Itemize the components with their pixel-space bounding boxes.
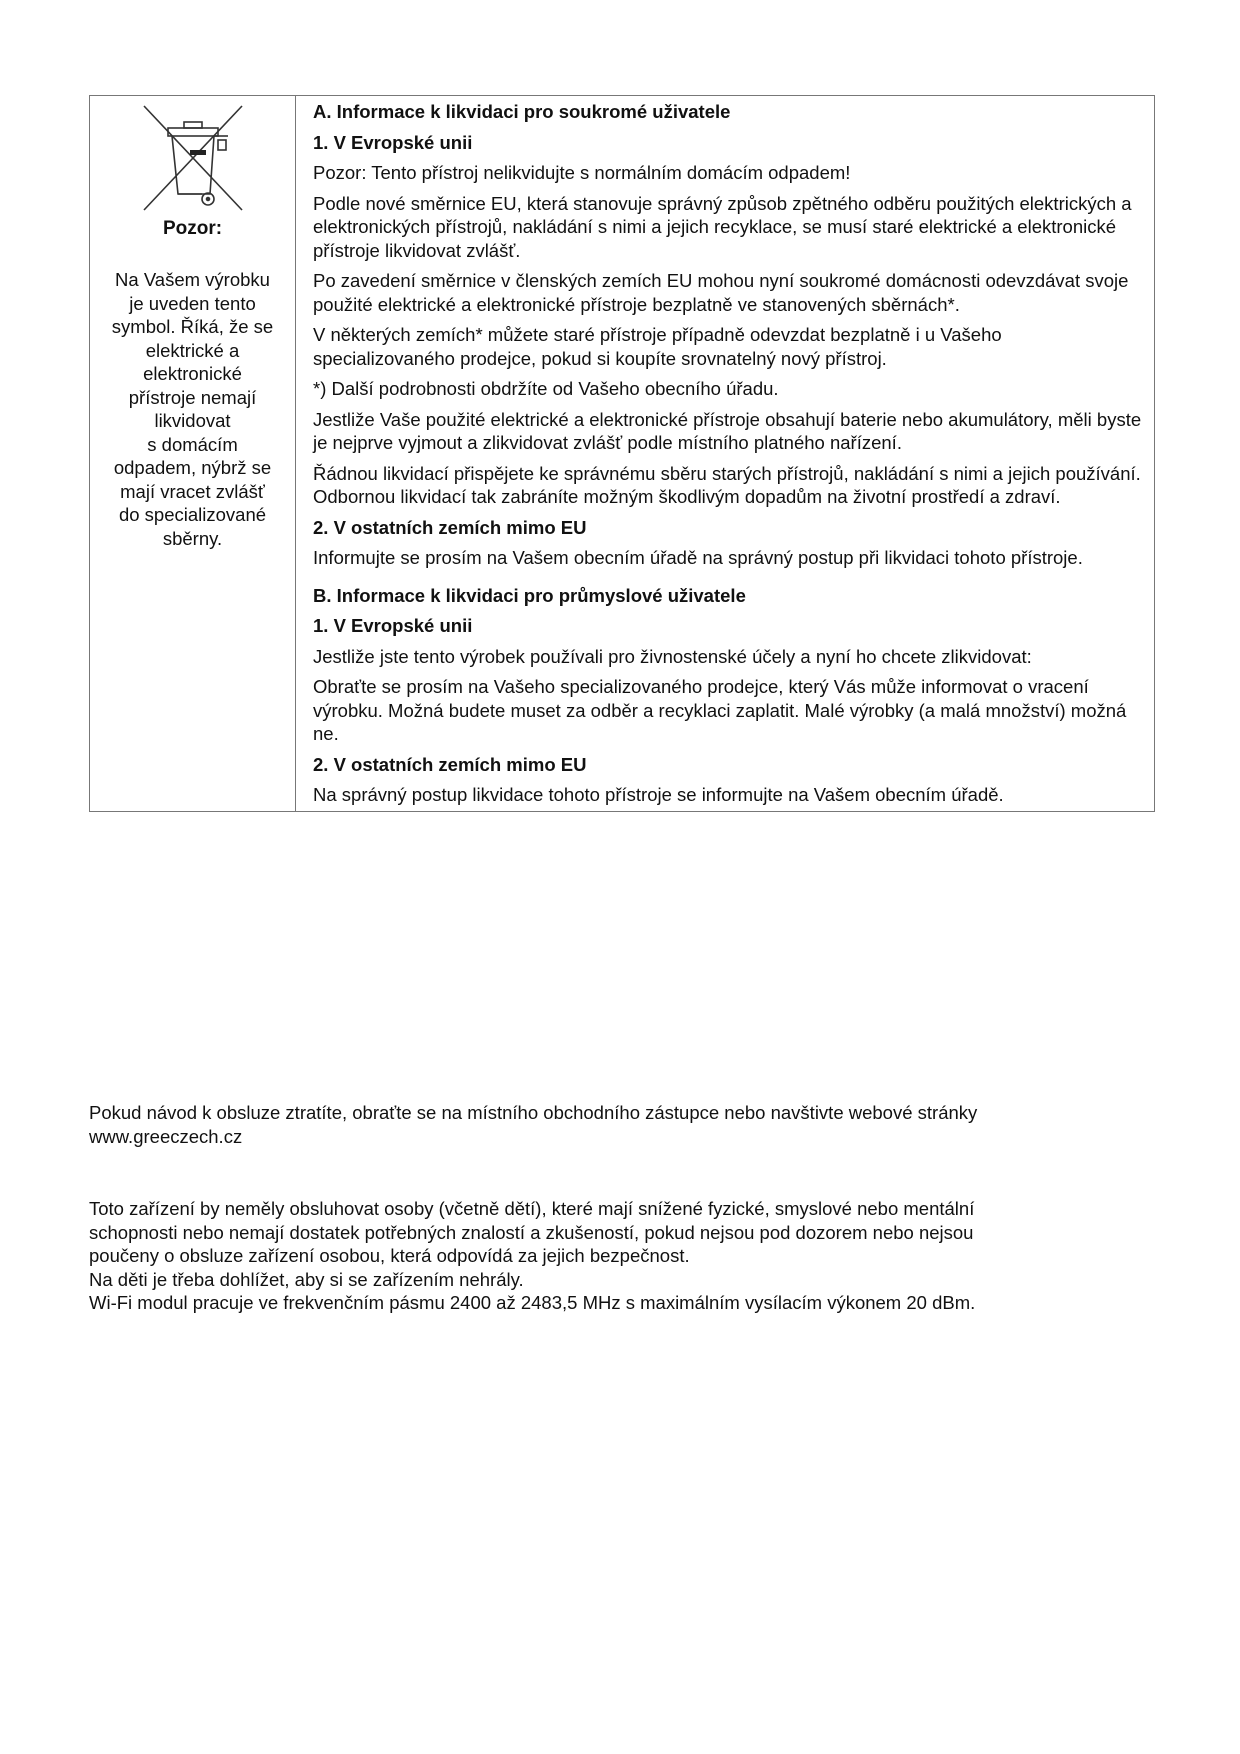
paragraph: *) Další podrobnosti obdržíte od Vašeho obecního úřadu.: [313, 378, 779, 399]
paragraph: Obraťte se prosím na Vašeho specializovaného prodejce, který Vás může informovat o vracení výrobku. Možná budete muset za odběr a recyklaci zaplatit. Malé výrobky (a malá množství) možná ne.: [313, 676, 1127, 744]
symbol-cell: [90, 96, 296, 811]
paragraph: Řádnou likvidací přispějete ke správnému sběru starých přístrojů, nakládání s nimi a jejich používání. Odbornou likvidací tak zabráníte možným škodlivým dopadům na životní prostředí a zdraví.: [313, 462, 1141, 507]
paragraph: Pozor: Tento přístroj nelikvidujte s normálním domácím odpadem!: [313, 162, 851, 183]
disposal-text-cell: [296, 96, 1154, 811]
crossed-out-wheelie-bin-icon: [138, 100, 248, 215]
section-a-non-eu-title: 2. V ostatních zemích mimo EU: [313, 516, 587, 538]
paragraph: Jestliže jste tento výrobek používali pro živnostenské účely a nyní ho chcete zlikvidovat:: [313, 645, 1032, 667]
section-b-non-eu-title: 2. V ostatních zemích mimo EU: [313, 753, 587, 775]
section-a-eu-title: 1. V Evropské unii: [313, 131, 473, 153]
safety-line: Na děti je třeba dohlížet, aby si se zařízením nehrály.: [89, 1268, 524, 1290]
safety-line: poučeny o obsluze zařízení osobou, která odpovídá za jejich bezpečnost.: [89, 1245, 690, 1266]
safety-line: Wi-Fi modul pracuje ve frekvenčním pásmu 2400 až 2483,5 MHz s maximálním vysílacím výkonem 20 dBm.: [89, 1292, 976, 1313]
safety-line: schopnosti nebo nemají dostatek potřebných znalostí a zkušeností, pokud nejsou pod dozorem nebo nejsou: [89, 1221, 974, 1243]
safety-notice: [89, 1197, 1159, 1315]
paragraph: Na správný postup likvidace tohoto přístroje se informujte na Vašem obecním úřadě.: [313, 784, 1004, 805]
disposal-info-table: [89, 95, 1155, 812]
website-link[interactable]: www.greeczech.cz: [89, 1125, 243, 1147]
paragraph: Jestliže Vaše použité elektrické a elektronické přístroje obsahují baterie nebo akumulátory, měli byste je nejprve vyjmout a zlikvidovat zvlášť podle místního platného nařízení.: [313, 408, 1142, 453]
paragraph: Podle nové směrnice EU, která stanovuje správný způsob zpětného odběru použitých elektrických a elektronických přístrojů, nakládání s nimi a jejich recyklace, se musí staré elektrické a elektronické přístroje likvidovat zvlášť.: [313, 192, 1132, 261]
safety-line: Toto zařízení by neměly obsluhovat osoby (včetně dětí), které mají snížené fyzické, smyslové nebo mentální: [89, 1198, 975, 1219]
paragraph: V některých zemích* můžete staré přístroje případně odevzdat bezplatně i u Vašeho specializovaného prodejce, pokud si koupíte srovnatelný nový přístroj.: [313, 324, 1002, 369]
lost-manual-note: [89, 1101, 1159, 1148]
section-b-eu-title: 1. V Evropské unii: [313, 615, 473, 636]
paragraph: Po zavedení směrnice v členských zemích EU mohou nyní soukromé domácnosti odevzdávat svoje použité elektrické a elektronické přístroje bezplatně ve stanovených sběrnách*.: [313, 270, 1129, 315]
warning-heading: Pozor:: [162, 218, 223, 239]
lost-manual-text: Pokud návod k obsluze ztratíte, obraťte se na místního obchodního zástupce nebo navštivte webové stránky: [89, 1102, 978, 1123]
paragraph: Informujte se prosím na Vašem obecním úřadě na správný postup při likvidaci tohoto přístroje.: [313, 547, 1083, 568]
section-a-title: A. Informace k likvidaci pro soukromé uživatele: [313, 101, 731, 122]
symbol-explanation: Na Vašem výrobku je uveden tento symbol. Říká, že se elektrické a elektronické přístroje nemají likvidovat s domácím odpadem, nýbrž se mají vracet zvlášť do specializované sběrny.: [111, 269, 274, 549]
section-b-title: B. Informace k likvidaci pro průmyslové uživatele: [313, 584, 746, 606]
